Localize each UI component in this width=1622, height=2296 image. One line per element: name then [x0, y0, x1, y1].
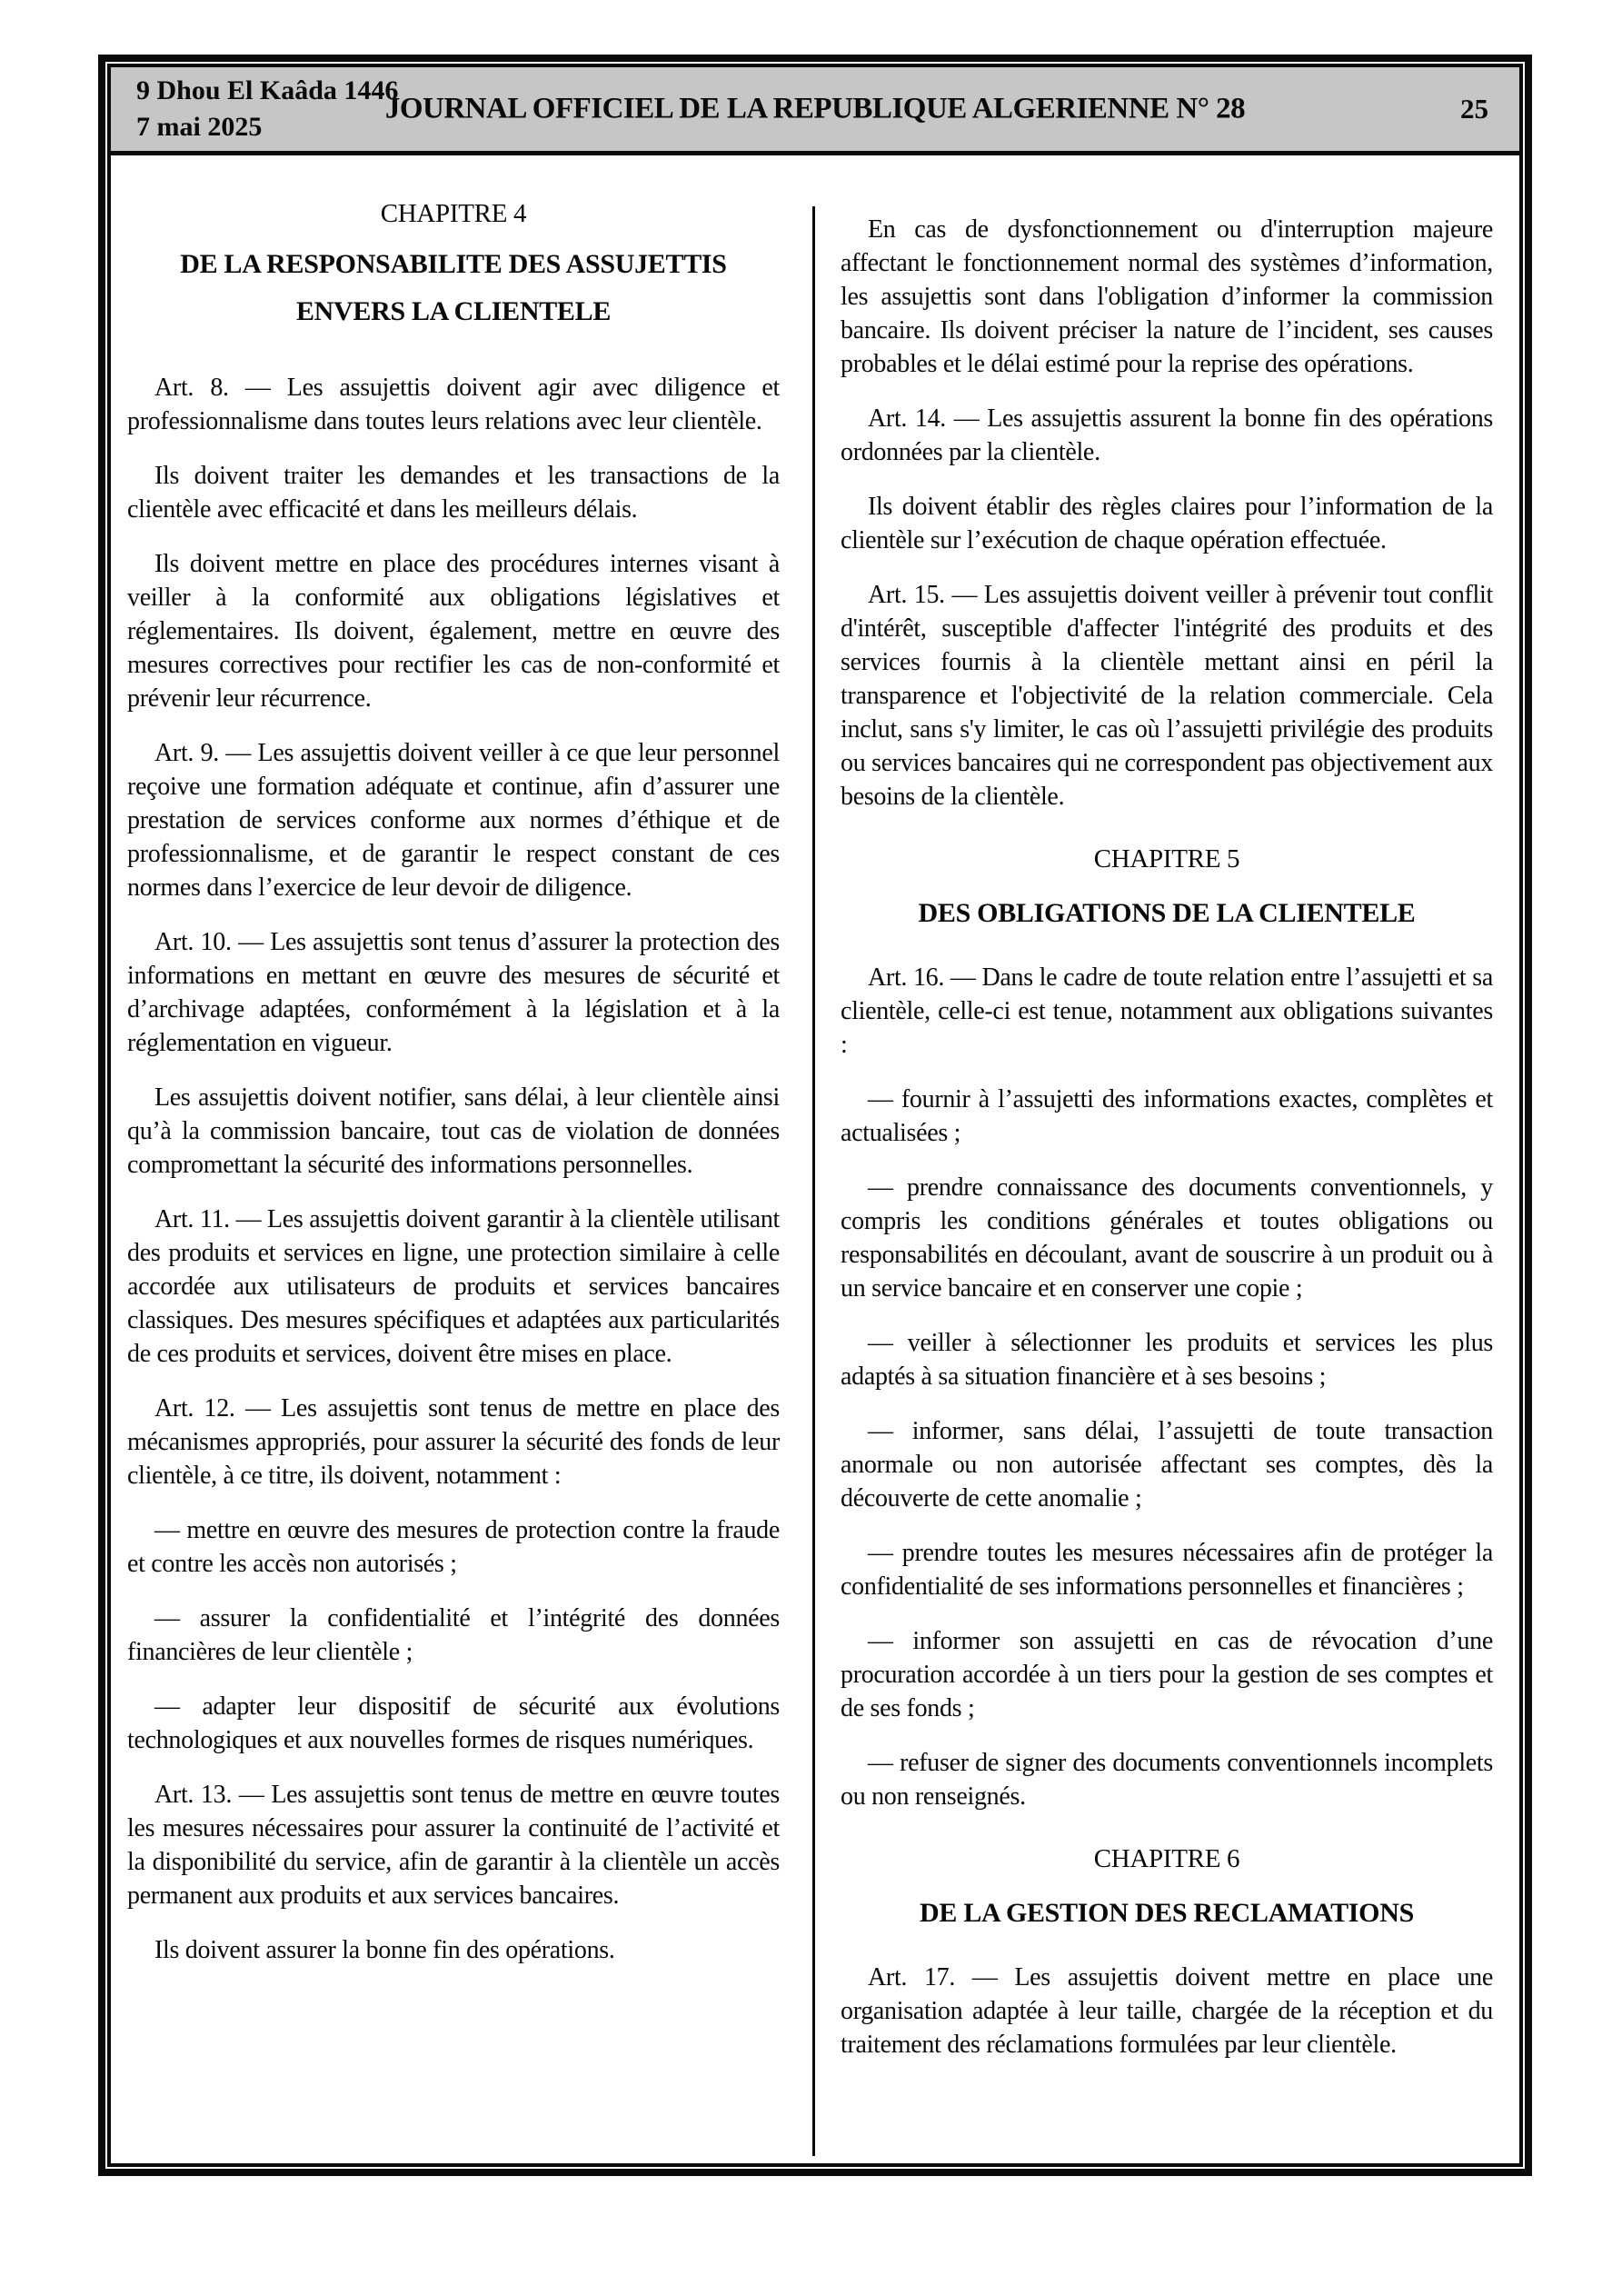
paragraph: En cas de dysfonctionnement ou d'interruption majeure affectant le fonctionnement normal des systèmes d’information, les assujettis sont dans l'obligation d’informer la commission bancaire. Ils doivent préciser la nature de l’incident, ses causes probables et le délai estimé pour la reprise des opérations. — [841, 215, 1493, 378]
paragraph: — informer son assujetti en cas de révocation d’une procuration accordée à un tiers pour la gestion de ses comptes et de ses fonds ; — [841, 1627, 1493, 1722]
page-number: 25 — [1460, 93, 1488, 125]
paragraph: Art. 10. — Les assujettis sont tenus d’assurer la protection des informations en mettant en œuvre des mesures de sécurité et d’archivage adaptées, conformément à la législation et à la réglementation en vigueur. — [127, 928, 780, 1057]
paragraph: — refuser de signer des documents conventionnels incomplets ou non renseignés. — [841, 1749, 1493, 1811]
journal-title: JOURNAL OFFICIEL DE LA REPUBLIQUE ALGERIENNE N° 28 — [384, 92, 1246, 125]
paragraph: Ils doivent assurer la bonne fin des opérations. — [154, 1936, 615, 1964]
page-border-inner — [107, 64, 1523, 2167]
left-column — [127, 155, 780, 1967]
paragraph: Art. 11. — Les assujettis doivent garantir à la clientèle utilisant des produits et services en ligne, une protection similaire à celle accordée aux utilisateurs de produits et services bancaires classiques. Des mesures spécifiques et adaptées aux particularités de ces produits et services, doivent être mises en place. — [127, 1205, 781, 1368]
paragraph: Ils doivent établir des règles claires pour l’information de la clientèle sur l’exécution de chaque opération effectuée. — [841, 493, 1493, 554]
paragraph: Art. 13. — Les assujettis sont tenus de mettre en œuvre toutes les mesures nécessaires pour assurer la continuité de l’activité et la disponibilité du service, afin de garantir à la clientèle un accès permanent aux produits et aux services bancaires. — [127, 1781, 780, 1910]
paragraph: Art. 8. — Les assujettis doivent agir avec diligence et professionnalisme dans toutes leurs relations avec leur clientèle. — [127, 374, 780, 435]
paragraph: Art. 15. — Les assujettis doivent veiller à prévenir tout conflit d'intérêt, susceptible d'affecter l'intégrité des produits et des services fournis à la clientèle mettant ainsi en péril la transparence et l'objectivité de la relation commerciale. Cela inclut, sans s'y limiter, le cas où l’assujetti privilégie des produits ou services bancaires qui ne correspondent pas objectivement aux besoins de la clientèle. — [841, 581, 1493, 811]
hijri-date: 9 Dhou El Kaâda 1446 — [136, 75, 399, 105]
paragraph: — adapter leur dispositif de sécurité aux évolutions technologiques et aux nouvelles formes de risques numériques. — [127, 1692, 780, 1754]
column-divider — [812, 206, 815, 2156]
paragraph: Art. 17. — Les assujettis doivent mettre en place une organisation adaptée à leur taille, chargée de la réception et du traitement des réclamations formulées par leur clientèle. — [841, 1963, 1493, 2059]
chapter-number: CHAPITRE 6 — [1093, 1844, 1240, 1873]
paragraph: Les assujettis doivent notifier, sans délai, à leur clientèle ainsi qu’à la commission bancaire, tout cas de violation de données compromettant la sécurité des informations personnelles. — [127, 1083, 780, 1179]
paragraph: — mettre en œuvre des mesures de protection contre la fraude et contre les accès non autorisés ; — [127, 1516, 780, 1578]
paragraph: Ils doivent mettre en place des procédures internes visant à veiller à la conformité aux obligations législatives et réglementaires. Ils doivent, également, mettre en œuvre des mesures correctives pour rectifier les cas de non-conformité et prévenir leur récurrence. — [127, 550, 780, 713]
paragraph: Art. 16. — Dans le cadre de toute relation entre l’assujetti et sa clientèle, celle-ci est tenue, notamment aux obligations suivantes : — [841, 963, 1493, 1059]
paragraph: — informer, sans délai, l’assujetti de toute transaction anormale ou non autorisée affectant ses comptes, dès la découverte de cette anomalie ; — [841, 1417, 1493, 1512]
chapter-title: DE LA RESPONSABILITE DES ASSUJETTIS ENVERS LA CLIENTELE — [180, 249, 727, 326]
paragraph: Art. 9. — Les assujettis doivent veiller à ce que leur personnel reçoive une formation adéquate et continue, afin d’assurer une prestation de services conforme aux normes d’éthique et de professionnalisme, et de garantir le respect constant de ces normes dans l’exercice de leur devoir de diligence. — [127, 739, 780, 902]
paragraph: — fournir à l’assujetti des informations exactes, complètes et actualisées ; — [841, 1085, 1493, 1147]
paragraph: — prendre toutes les mesures nécessaires afin de protéger la confidentialité de ses informations personnelles et financières ; — [841, 1539, 1493, 1601]
paragraph: Art. 14. — Les assujettis assurent la bonne fin des opérations ordonnées par la clientèle. — [841, 404, 1493, 466]
content-area — [111, 155, 1519, 2163]
chapter-title: DE LA GESTION DES RECLAMATIONS — [920, 1898, 1414, 1928]
paragraph: — veiller à sélectionner les produits et services les plus adaptés à sa situation financière et à ses besoins ; — [841, 1329, 1493, 1391]
right-column — [841, 155, 1493, 2061]
paragraph: Ils doivent traiter les demandes et les transactions de la clientèle avec efficacité et dans les meilleurs délais. — [127, 462, 780, 524]
gregorian-date: 7 mai 2025 — [136, 112, 263, 142]
paragraph: Art. 12. — Les assujettis sont tenus de mettre en place des mécanismes appropriés, pour assurer la sécurité des fonds de leur clientèle, à ce titre, ils doivent, notamment : — [127, 1394, 780, 1490]
paragraph: — assurer la confidentialité et l’intégrité des données financières de leur clientèle ; — [127, 1604, 780, 1666]
chapter-title: DES OBLIGATIONS DE LA CLIENTELE — [918, 898, 1416, 928]
chapter-number: CHAPITRE 4 — [380, 199, 527, 228]
header-band — [111, 67, 1519, 155]
paragraph: — prendre connaissance des documents conventionnels, y compris les conditions générales et toutes obligations ou responsabilités en découlant, avant de souscrire à un produit ou à un service bancaire et en conserver une copie ; — [841, 1173, 1493, 1303]
chapter-number: CHAPITRE 5 — [1093, 844, 1240, 873]
page-border — [98, 55, 1532, 2176]
